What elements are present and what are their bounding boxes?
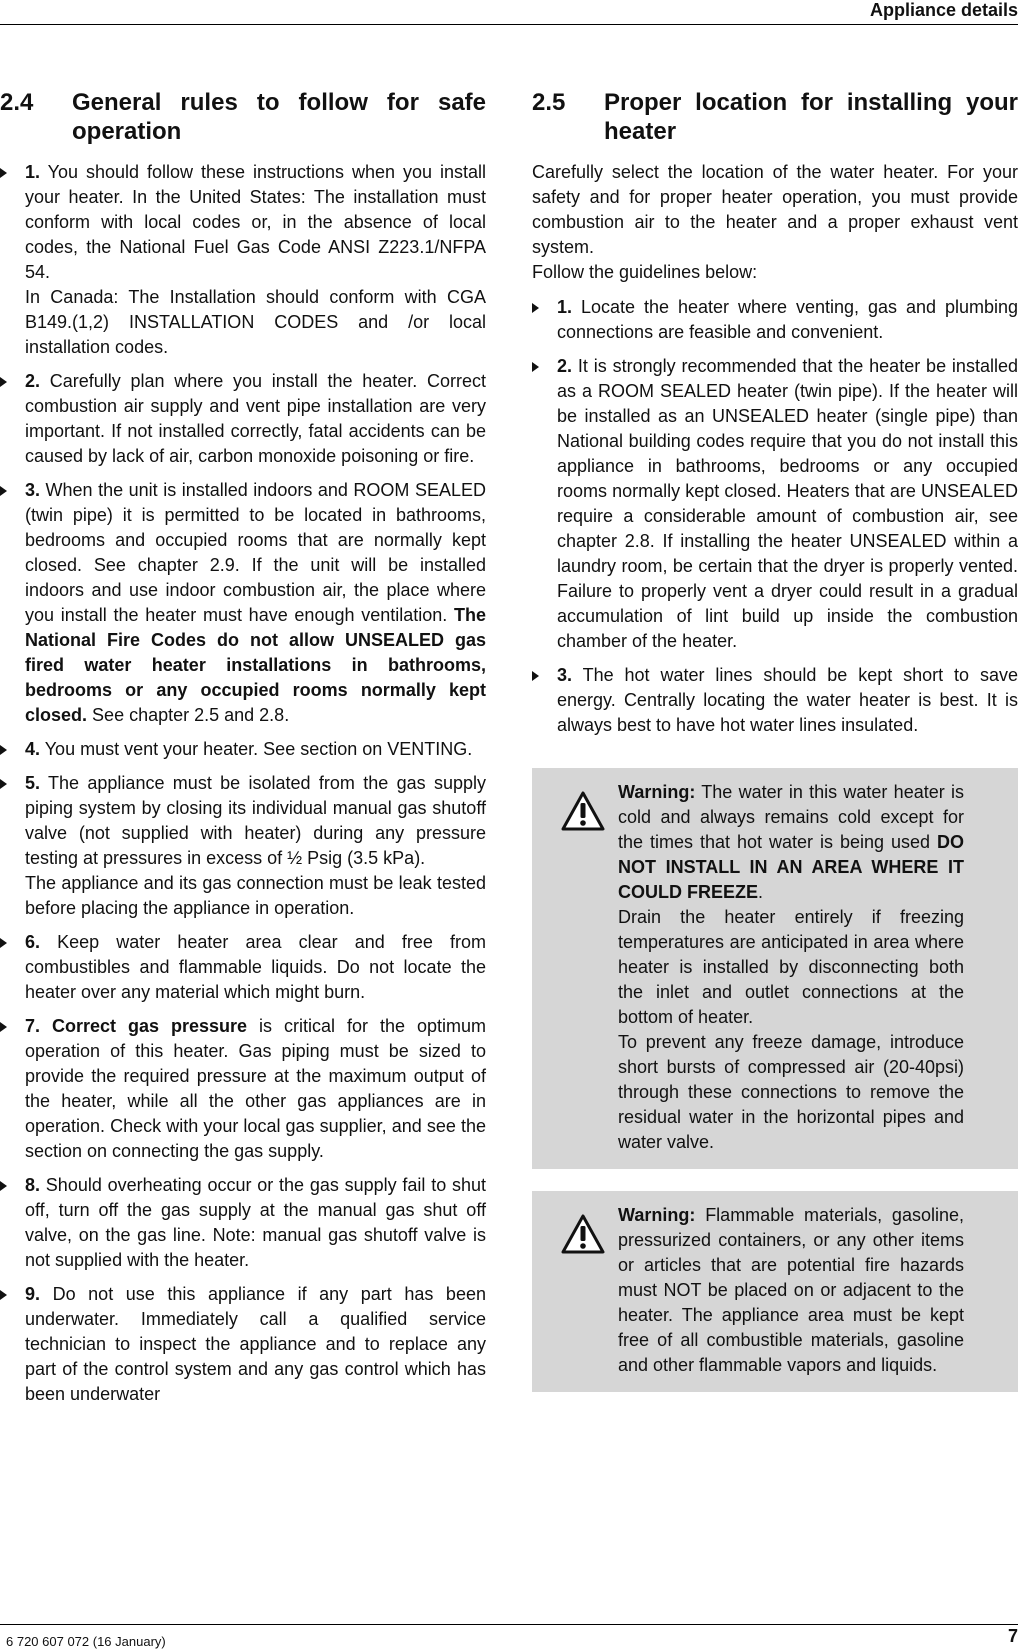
item-number: 2. <box>557 356 573 376</box>
warning-label: Warning: <box>618 1205 696 1225</box>
item-text: The appliance must be isolated from the gas supply piping system by closing its individual manual gas shutoff valve (not supplied with heater) during any pressure testing at pressures in excess of ½ Psig (3.5 kPa). <box>25 773 487 868</box>
item-number: 7. <box>25 1016 41 1036</box>
item-text: is critical for the optimum operation of this heater. Gas piping must be sized to provide the required pressure at the maximum output of the heater, while all the other gas appliances are in operation. Check with your local gas supplier, and see the section on connecting the gas supply. <box>25 1016 486 1161</box>
bullet-arrow-icon <box>0 771 25 921</box>
header-rule <box>0 24 1018 25</box>
item-text: The hot water lines should be kept short to save energy. Centrally locating the water heater is best. It is always best to have hot water lines insulated. <box>557 665 1018 735</box>
warning-text: Drain the heater entirely if freezing temperatures are anticipated in area where heater is installed by disconnecting both the inlet and outlet connections at the bottom of heater. <box>618 907 964 1027</box>
list-item <box>0 1014 486 1164</box>
item-text: When the unit is installed indoors and ROOM SEALED (twin pipe) it is permitted to be located in bathrooms, bedrooms and occupied rooms that are normally kept closed. See chapter 2.9. If the unit will be installed indoors and use indoor combustion air, the place where you install the heater must have enough ventilation. <box>25 480 486 625</box>
item-bold-text: The National Fire Codes do not allow UNSEALED gas fired water heater installations in bathrooms, bedrooms or any occupied rooms normally kept closed. <box>25 605 486 725</box>
warning-triangle-icon <box>560 780 618 1155</box>
list-item <box>0 1282 486 1407</box>
bullet-arrow-icon <box>0 369 25 469</box>
section-title: General rules to follow for safe operation <box>72 89 486 145</box>
bullet-arrow-icon <box>532 295 557 345</box>
item-bold-text: Correct gas pressure <box>52 1016 248 1036</box>
item-number: 6. <box>25 932 41 952</box>
item-number: 3. <box>557 665 573 685</box>
list-item <box>532 295 1018 345</box>
intro-paragraph: Carefully select the location of the water heater. For your safety and for proper heater operation, you must provide combustion air to the heater and a proper exhaust vent system. <box>532 162 1018 257</box>
list-item <box>0 160 486 360</box>
warning-triangle-icon <box>560 1203 618 1378</box>
page-header-title: Appliance details <box>869 0 1018 20</box>
section-2-5 <box>532 88 1018 1414</box>
warning-box-flammable <box>532 1191 1018 1392</box>
bullet-arrow-icon <box>0 1282 25 1407</box>
section-2-4 <box>0 88 486 1416</box>
item-text: Carefully plan where you install the heater. Correct combustion air supply and vent pipe installation are very important. If not installed correctly, fatal accidents can be caused by lack of air, carbon monoxide poisoning or fire. <box>25 371 486 466</box>
footer-doc-number: 6 720 607 072 (16 January) <box>6 1634 166 1649</box>
bullet-arrow-icon <box>0 737 25 762</box>
item-text: Keep water heater area clear and free from combustibles and flammable liquids. Do not locate the heater over any material which might burn. <box>25 932 486 1002</box>
warning-text: The water in this water heater is cold and always remains cold except for the times that hot water is being used <box>618 782 964 852</box>
bullet-arrow-icon <box>0 160 25 360</box>
list-item <box>0 478 486 728</box>
bullet-arrow-icon <box>0 930 25 1005</box>
warning-text: To prevent any freeze damage, introduce short bursts of compressed air (20-40psi) through these connections to remove the residual water in the horizontal pipes and water valve. <box>618 1032 964 1152</box>
warning-label: Warning: <box>618 782 696 802</box>
item-text: Locate the heater where venting, gas and plumbing connections are feasible and convenient. <box>557 297 1018 342</box>
footer-rule <box>0 1624 1018 1625</box>
warning-text: Flammable materials, gasoline, pressurized containers, or any other items or articles that are potential fire hazards must NOT be placed on or adjacent to the heater. The appliance area must be kept free of all combustible materials, gasoline and other flammable vapors and liquids. <box>618 1205 964 1375</box>
item-number: 2. <box>25 371 41 391</box>
bullet-arrow-icon <box>532 354 557 654</box>
list-item <box>0 930 486 1005</box>
bullet-arrow-icon <box>0 1014 25 1164</box>
intro-paragraph: Follow the guidelines below: <box>532 262 758 282</box>
bullet-arrow-icon <box>0 1173 25 1273</box>
item-number: 1. <box>557 297 573 317</box>
section-number: 2.5 <box>532 89 566 116</box>
item-number: 1. <box>25 162 41 182</box>
item-text: Should overheating occur or the gas supply fail to shut off, turn off the gas supply at the manual gas shut off valve, on the gas line. Note: manual gas shutoff valve is not supplied with the heater. <box>25 1175 486 1270</box>
item-text: See chapter 2.5 and 2.8. <box>92 705 290 725</box>
item-text: You should follow these instructions when you install your heater. In the United States: The installation must conform with local codes or, in the absence of local codes, the National Fuel Gas Code ANSI Z223.1/NFPA 54. <box>25 162 486 282</box>
item-number: 8. <box>25 1175 41 1195</box>
section-number: 2.4 <box>0 89 34 116</box>
warning-bold-text: DO NOT INSTALL IN AN AREA WHERE IT COULD FREEZE <box>618 832 964 902</box>
item-text: You must vent your heater. See section on VENTING. <box>44 739 473 759</box>
item-number: 9. <box>25 1284 41 1304</box>
page-number: 7 <box>1007 1626 1018 1646</box>
item-number: 5. <box>25 773 41 793</box>
list-item <box>0 1173 486 1273</box>
item-text: In Canada: The Installation should conform with CGA B149.(1,2) INSTALLATION CODES and /or local installation codes. <box>25 287 486 357</box>
item-number: 4. <box>25 739 41 759</box>
list-item <box>0 737 486 762</box>
section-heading <box>0 88 486 146</box>
warning-period: . <box>758 882 764 902</box>
section-heading <box>532 88 1018 146</box>
section-title: Proper location for installing your heater <box>604 89 1018 145</box>
bullet-arrow-icon <box>532 663 557 738</box>
list-item <box>532 663 1018 738</box>
bullet-arrow-icon <box>0 478 25 728</box>
item-text: The appliance and its gas connection must be leak tested before placing the appliance in operation. <box>25 873 486 918</box>
warning-box-freeze <box>532 768 1018 1169</box>
list-item <box>532 354 1018 654</box>
list-item <box>0 771 486 921</box>
list-item <box>0 369 486 469</box>
item-text: Do not use this appliance if any part has been underwater. Immediately call a qualified service technician to inspect the appliance and to replace any part of the control system and any gas control which has been underwater <box>25 1284 486 1404</box>
item-text: It is strongly recommended that the heater be installed as a ROOM SEALED heater (twin pipe). If the heater will be installed as an UNSEALED heater (single pipe) than National building codes require that you do not install this appliance in bathrooms, bedrooms or any occupied rooms normally kept closed. Heaters that are UNSEALED require a considerable amount of combustion air, see chapter 2.8. If installing the heater UNSEALED within a laundry room, be certain that the dryer is properly vented. Failure to properly vent a dryer could result in a gradual accumulation of lint build up inside the combustion chamber of the heater. <box>557 356 1018 651</box>
item-number: 3. <box>25 480 41 500</box>
